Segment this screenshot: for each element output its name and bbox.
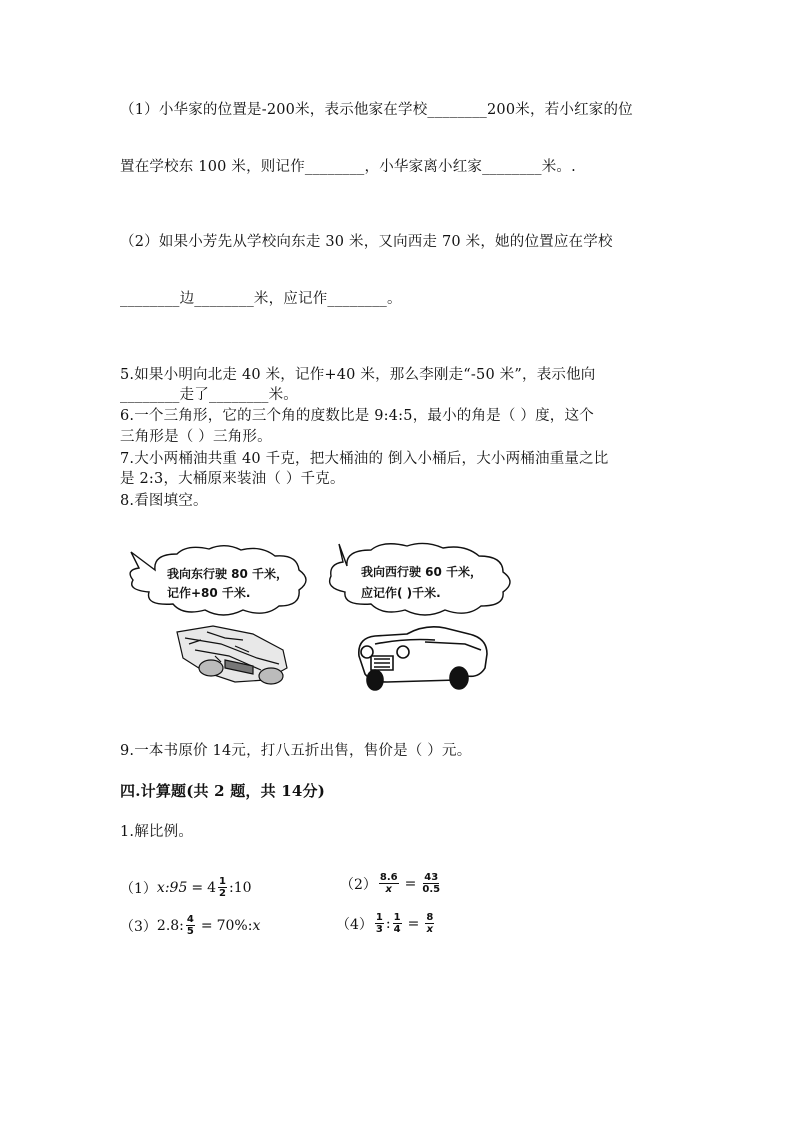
equation-3-equals: =: [200, 917, 213, 934]
equation-3-variable: x: [252, 917, 261, 934]
equation-3-denominator: 5: [186, 926, 194, 937]
equation-4-fraction-3: [425, 912, 434, 935]
equation-1-equals: =: [191, 879, 204, 896]
equation-3-fraction: [186, 914, 195, 937]
equation-4: [336, 912, 436, 935]
equation-3-left: 2.8:: [156, 917, 184, 934]
right-bubble-line1: 我向西行驶 60 千米，: [361, 565, 483, 579]
equation-1-fraction: [218, 876, 227, 899]
right-bubble-line2: 应记作( )千米.: [361, 586, 441, 600]
section-4-heading: 四.计算题(共 2 题，共 14分): [120, 782, 325, 800]
q4-part2-line2: ________边________米，应记作________。: [120, 291, 402, 307]
q9-line: 9.一本书原价 14元，打八五折出售，售价是（ ）元。: [120, 743, 472, 759]
q6-line1: 6.一个三角形，它的三个角的度数比是 9:4:5，最小的角是（ ）度，这个: [120, 408, 594, 424]
equation-1-denominator: 2: [219, 888, 226, 899]
calc-q1-prompt: 1.解比例。: [120, 824, 194, 840]
equation-2-denominator-right: 0.5: [422, 884, 441, 895]
q7-line2: 是 2:3，大桶原来装油（ ）千克。: [120, 471, 345, 487]
q5-line2: ________走了________米。: [120, 387, 298, 403]
equation-2-fraction-right: [422, 872, 440, 895]
equation-4-denominator-1: 3: [375, 924, 383, 935]
equation-4-denominator-3: x: [426, 924, 434, 935]
left-car-image: [177, 626, 287, 684]
equation-4-fraction-1: [375, 912, 384, 935]
equation-1-whole: 4: [207, 879, 217, 896]
equation-4-equals: =: [407, 915, 420, 932]
q4-part2-line1: （2）如果小芳先从学校向东走 30 米，又向西走 70 米，她的位置应在学校: [120, 234, 613, 250]
equation-2-numerator-left: 8.6: [379, 872, 398, 883]
left-bubble-line2: 记作+80 千米.: [167, 586, 251, 600]
equation-2-label: （2）: [340, 876, 377, 893]
q7-line1: 7.大小两桶油共重 40 千克，把大桶油的 倒入小桶后，大小两桶油重量之比: [120, 451, 609, 467]
equation-4-colon: :: [385, 915, 391, 932]
equation-4-fraction-2: [393, 912, 402, 935]
equation-3: [120, 914, 260, 937]
q8-prompt: 8.看图填空。: [120, 493, 208, 509]
equation-1: [120, 876, 252, 899]
equation-3-numerator: 4: [186, 914, 194, 925]
equation-4-numerator-3: 8: [426, 912, 434, 923]
equation-1-tail: :10: [228, 879, 252, 896]
equation-2-equals: =: [404, 875, 417, 892]
equation-2-denominator-left: x: [385, 884, 392, 895]
equation-1-left: x:95: [156, 879, 188, 896]
equation-2-numerator-right: 43: [424, 872, 439, 883]
equation-4-numerator-1: 1: [375, 912, 383, 923]
equation-3-label: （3）: [120, 918, 157, 935]
equation-2-fraction-left: [379, 872, 399, 895]
q4-part1-line1: （1）小华家的位置是-200米，表示他家在学校________200米，若小红家的位: [120, 102, 633, 118]
equation-4-numerator-2: 1: [393, 912, 401, 923]
left-bubble-line1: 我向东行驶 80 千米，: [167, 567, 289, 581]
equation-4-label: （4）: [336, 916, 373, 933]
q5-line1: 5.如果小明向北走 40 米，记作+40 米，那么李刚走“-50 米”，表示他向: [120, 367, 596, 383]
q8-illustration: [125, 540, 525, 700]
equation-3-right: 70%:: [216, 917, 253, 934]
right-speech-bubble: [330, 543, 510, 615]
equation-2: [340, 872, 442, 895]
q6-line2: 三角形是（ ）三角形。: [120, 429, 272, 445]
equation-4-denominator-2: 4: [393, 924, 401, 935]
equation-1-numerator: 1: [219, 876, 226, 887]
right-car-image: [359, 627, 487, 690]
q4-part1-line2: 置在学校东 100 米，则记作________，小华家离小红家________米。.: [120, 159, 576, 175]
equation-1-label: （1）: [120, 880, 157, 897]
